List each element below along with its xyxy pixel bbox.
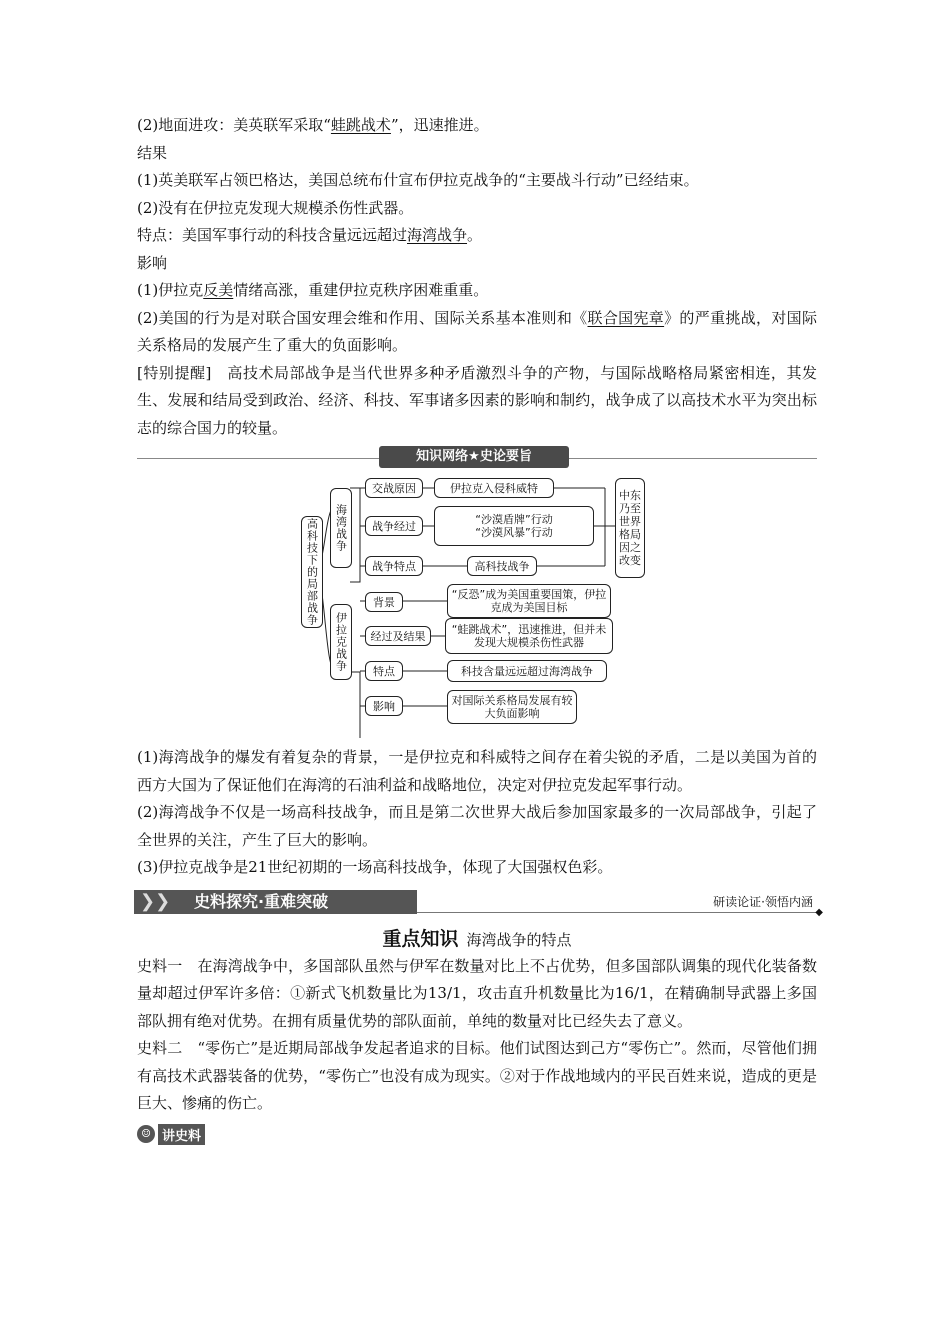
diagram-iraq-background: “反恐”成为美国重要国策，伊拉克成为美国目标 — [447, 584, 611, 618]
text-line: (1)伊拉克反美情绪高涨，重建伊拉克秩序困难重重。 — [137, 281, 489, 299]
diagram-node-cause: 交战原因 — [365, 478, 423, 498]
explain-tag: ☺ 讲史料 — [137, 1124, 205, 1145]
diagram-iraq-process: “蛙跳战术”，迅速推进，但并未发现大规模杀伤性武器 — [445, 618, 613, 654]
text-line: (2)没有在伊拉克发现大规模杀伤性武器。 — [137, 198, 414, 217]
diagram-node-background: 背景 — [365, 592, 403, 612]
heading-impact: 影响 — [137, 253, 168, 272]
diagram-node-process: 经过及结果 — [365, 626, 431, 646]
text-line: (2)地面进攻：美英联军采取“蛙跳战术”，迅速推进。 — [137, 116, 489, 134]
teacher-icon: ☺ — [137, 1125, 155, 1143]
text-line: (1)英美联军占领巴格达，美国总统布什宣布伊拉克战争的“主要战斗行动”已经结束。 — [137, 171, 699, 189]
diagram-iraq-impact: 对国际关系格局发展有较大负面影响 — [447, 690, 577, 724]
diagram-node-iraq-feature: 特点 — [365, 661, 403, 681]
summary-3: (3)伊拉克战争是21世纪初期的一场高科技战争，体现了大国强权色彩。 — [137, 858, 613, 876]
chevron-icon: ❯❯ — [140, 890, 171, 912]
material-1: 史料一 在海湾战争中，多国部队虽然与伊军在数量对比上不占优势，但多国部队调集的现代化装备数量却超过伊军许多倍：①新式飞机数量比为13/1，攻击直升机数量比为16/1，在精确制导武器上多国部队拥有绝对优势。在拥有质量优势的部队面前，单纯的数量对比已经失去了意义。 — [137, 956, 817, 1030]
key-point-heading: 重点知识 海湾战争的特点 — [382, 927, 572, 950]
section-banner — [134, 890, 823, 918]
banner-subtitle: 研读论证·领悟内涵 — [713, 894, 813, 909]
knowledge-network-diagram — [137, 476, 817, 738]
diagram-gulf-cause: 伊拉克入侵科威特 — [434, 478, 554, 498]
section-header-label: 知识网络★史论要旨 — [379, 446, 569, 468]
section-header — [137, 446, 817, 470]
material-2: 史料二 “零伤亡”是近期局部战争发起者追求的目标。他们试图达到己方“零伤亡”。然而，尽管他们拥有高技术武器装备的优势，“零伤亡”也没有成为现实。②对于作战地域内的平民百姓来说，造成的更是巨大、惨痛的伤亡。 — [137, 1039, 817, 1112]
page-content — [137, 112, 823, 1145]
diagram-iraq-war: 伊拉克战争 — [330, 604, 352, 680]
diagram-node-impact: 影响 — [365, 696, 403, 716]
diagram-gulf-feature: 高科技战争 — [467, 556, 537, 576]
summary-2: (2)海湾战争不仅是一场高科技战争，而且是第二次世界大战后参加国家最多的一次局部战争，引起了全世界的关注，产生了巨大的影响。 — [137, 803, 817, 849]
summary-1: (1)海湾战争的爆发有着复杂的背景，一是伊拉克和科威特之间存在着尖锐的矛盾，二是以美国为首的西方大国为了保证他们在海湾的石油利益和战略地位，决定对伊拉克发起军事行动。 — [137, 748, 817, 794]
diagram-gulf-war: 海湾战争 — [330, 488, 352, 568]
diagram-result: 中东乃至世界格局因之改变 — [615, 478, 645, 578]
text-paragraph: (2)美国的行为是对联合国安理会维和作用、国际关系基本准则和《联合国宪章》的严重挑战，对国际关系格局的发展产生了重大的负面影响。 — [137, 308, 817, 354]
diamond-icon: ◆ — [815, 906, 823, 918]
special-reminder: [特别提醒] 高技术局部战争是当代世界多种矛盾激烈斗争的产物，与国际战略格局紧密相连，其发生、发展和结局受到政治、经济、科技、军事诸多因素的影响和制约，战争成了以高技术水平为突出标志的综合国力的较量。 — [137, 363, 817, 437]
text-line: 特点：美国军事行动的科技含量远远超过海湾战争。 — [137, 226, 483, 244]
diagram-node-feature: 战争特点 — [365, 556, 423, 576]
diagram-node-course: 战争经过 — [365, 516, 423, 536]
banner-title: 史料探究·重难突破 — [134, 890, 417, 914]
diagram-gulf-course: “沙漠盾牌”行动 “沙漠风暴”行动 — [434, 506, 594, 546]
diagram-root: 高科技下的局部战争 — [301, 516, 323, 628]
diagram-iraq-feature: 科技含量远远超过海湾战争 — [447, 660, 607, 682]
heading-result: 结果 — [137, 143, 168, 162]
